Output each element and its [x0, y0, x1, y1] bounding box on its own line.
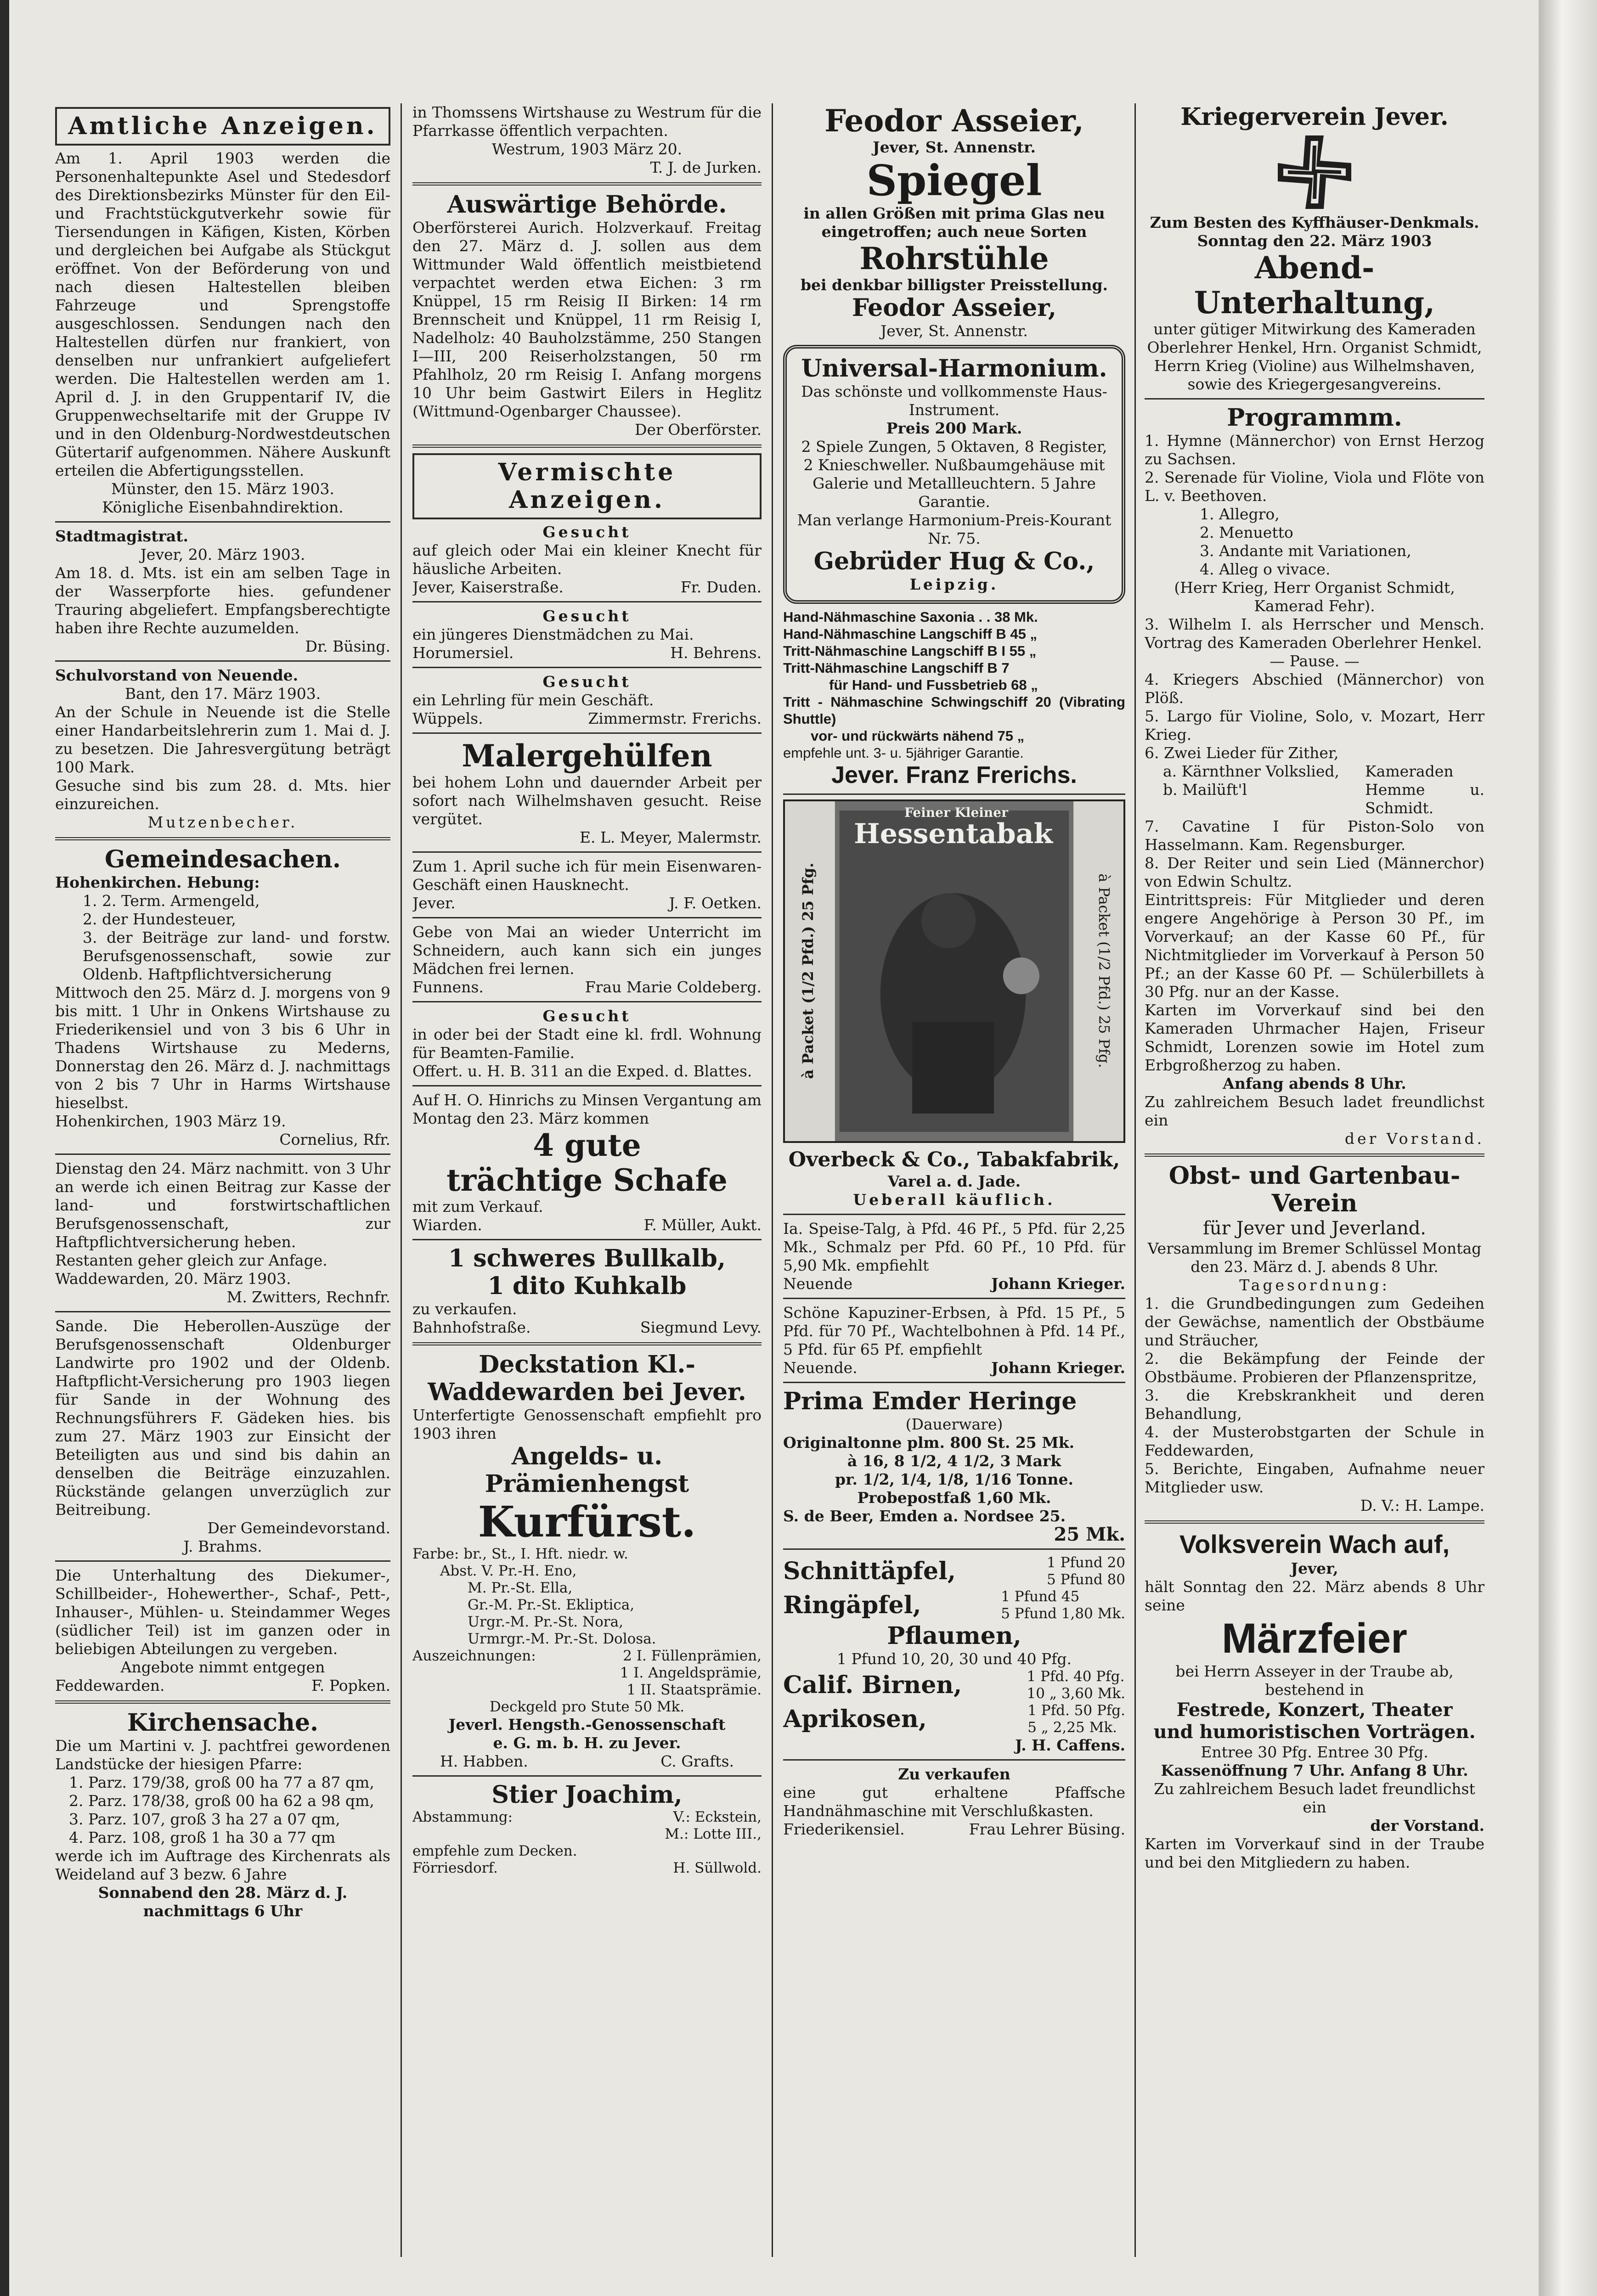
pedigree-line: Urmrgr.-M. Pr.-St. Dolosa.	[468, 1631, 656, 1647]
ad-text: unter gütiger Mitwirkung des Kameraden Oberlehrer Henkel, Hrn. Organist Schmidt, Herrn Krieg (Violine) aus Wilhelmshaven, sowie des Kriegergesangvereins.	[1147, 320, 1482, 393]
ad-signature: J. F. Oetken.	[669, 894, 762, 912]
ad-place: Horumersiel.	[412, 644, 514, 662]
notice-text: Am 18. d. Mts. ist ein am selben Tage in der Wasserpforte hies. gefundener Trauring abgeliefert. Empfangsberechtigte haben ihre Rechte auzumelden.	[55, 564, 390, 637]
ad-place: Neuende	[783, 1275, 853, 1293]
ad-signature: Johann Krieger.	[991, 1275, 1125, 1293]
notice-signature: J. Brahms.	[183, 1537, 262, 1555]
pedigree-line: Abst. V. Pr.-H. Eno,	[440, 1563, 577, 1579]
ad-price: Preis 200 Mark.	[886, 419, 1022, 437]
ad-signature: H. Behrens.	[670, 644, 762, 662]
ad-signature: D. V.: H. Lampe.	[1360, 1497, 1484, 1514]
ad-heading-abend: Abend-Unterhaltung,	[1194, 250, 1435, 321]
notice-text: Sande. Die Heberollen-Auszüge der Berufsgenossenschaft Oldenburger Landwirte pro 1902 und der Oldenb. Haftpflicht-Versicherung pro 1903 liegen für Sande in der Wohnung des Rechnungsführers F. Gädeken hies. bis zum 27. März 1903 zur Einsicht der Beteiligten aus und sind bis dahin an denselben die Beiträge einzuzahlen. Rückstände gelangen unverzüglich zur Beitreibung.	[55, 1317, 390, 1519]
price: 5 Pfund 80	[1047, 1571, 1125, 1588]
ad-text: Eintrittspreis: Für Mitglieder und deren engere Angehörige à Person 30 Pf., im Vorverkauf; an der Kasse 60 Pf., für Nichtmitglieder im Vorverkauf à Person 50 Pf.; an der Kasse 60 Pf. — Schülerbillets à 30 Pfg. nur an der Kasse.	[1145, 891, 1484, 1001]
ad-city: Jever,	[1291, 1559, 1338, 1577]
notice-heading: Stadtmagistrat.	[55, 527, 189, 545]
ad-subheading: Ueberall käuflich.	[853, 1191, 1055, 1209]
list-item: 2. der Hundesteuer,	[83, 910, 236, 928]
ad-heading: Gesucht	[542, 673, 632, 691]
price: 5 Pfund 1,80 Mk.	[1001, 1605, 1125, 1622]
price: 1 Pfund 20	[1047, 1554, 1125, 1571]
ad-place: Funnens.	[412, 978, 484, 996]
ad-heading-asseier: Feodor Asseier,	[824, 103, 1084, 139]
ad-text: ein jüngeres Dienstmädchen zu Mai.	[412, 625, 694, 643]
ad-heading-heringe: Prima Emder Heringe	[783, 1387, 1077, 1415]
agenda-item: 4. der Musterobstgarten der Schule in Feddewarden,	[1145, 1423, 1484, 1459]
column-2	[412, 103, 762, 1877]
notice-signature: Mutzenbecher.	[147, 813, 298, 831]
ad-text: Zu zahlreichem Besuch ladet freundlichst ein	[1154, 1780, 1475, 1816]
ad-subheading: Festrede, Konzert, Theater	[1176, 1699, 1453, 1721]
ad-place: Förriesdorf.	[412, 1860, 498, 1876]
event-time: Anfang abends 8 Uhr.	[1223, 1075, 1406, 1092]
ad-signature: J. H. Caffens.	[1015, 1736, 1125, 1754]
ad-signature: Johann Krieger.	[991, 1359, 1125, 1377]
ad-text: Schöne Kapuziner-Erbsen, à Pfd. 15 Pf., 5 Pfd. für 70 Pf., Wachtelbohnen à Pfd. 14 Pf., 5 Pfd. für 65 Pf. empfiehlt	[783, 1304, 1125, 1358]
program-heading: Programmm.	[1227, 404, 1402, 432]
ad-text: Zum 1. April suche ich für mein Eisenwaren-Geschäft einen Hausknecht.	[412, 857, 762, 894]
program-subitem: a. Kärnthner Volkslied,	[1163, 762, 1339, 780]
column-4	[1145, 103, 1484, 1872]
ad-place: Bahnhofstraße.	[412, 1318, 531, 1336]
ad-signature: der Vorstand.	[1344, 1130, 1484, 1148]
section-header-gemeinde: Gemeindesachen.	[104, 845, 341, 873]
notice-date: Sonnabend den 28. März d. J. nachmittags 6 Uhr	[98, 1884, 348, 1920]
notice-text: Angebote nimmt entgegen	[120, 1658, 325, 1676]
program-subitem: 1. Allegro,	[1200, 505, 1280, 523]
ad-text: Offert. u. H. B. 311 an die Exped. d. Blattes.	[412, 1062, 752, 1080]
notice-text: Mittwoch den 25. März d. J. morgens von 9 bis mitt. 1 Uhr in Onkens Wirtshause zu Friederikensiel und von 3 bis 6 Uhr in Thadens Wirtshause zu Mederns, Donnerstag den 26. März d. J. nachmittags von 2 bis 7 Uhr in Harms Wirtshause hieselbst.	[55, 984, 390, 1112]
program-item: 5. Largo für Violine, Solo, v. Mozart, Herr Krieg.	[1145, 707, 1484, 743]
ad-subheading: Jever, St. Annenstr.	[872, 138, 1036, 156]
ad-heading: Gesucht	[542, 1007, 632, 1025]
product-birnen: Calif. Birnen,	[783, 1671, 962, 1699]
price-row: Tritt-Nähmaschine Langschiff B I 55 „	[783, 643, 1037, 659]
ad-text: Zum Besten des Kyffhäuser-Denkmals.	[1150, 214, 1479, 231]
section-header-auswaertige: Auswärtige Behörde.	[447, 191, 727, 219]
product-schnittaepfel: Schnittäpfel,	[783, 1557, 956, 1585]
program-subitem: 3. Andante mit Variationen,	[1200, 542, 1411, 560]
ad-heading-maerzfeier: Märzfeier	[1222, 1615, 1407, 1662]
tobacco-top-label: Feiner Kleiner	[904, 805, 1008, 820]
column-rule	[772, 103, 773, 2257]
ad-place: Wüppels.	[412, 709, 483, 727]
program-item: 7. Cavatine I für Piston-Solo von Hasselmann. Kam. Regensburger.	[1145, 817, 1484, 854]
awards-label: Auszeichnungen:	[412, 1648, 536, 1664]
award-item: 1 II. Staatsprämie.	[626, 1682, 762, 1698]
price: 1 Pfund 45	[1001, 1588, 1080, 1605]
program-item: 1. Hymne (Männerchor) von Ernst Herzog zu Sachsen.	[1145, 432, 1484, 468]
notice-date: Münster, den 15. März 1903.	[111, 480, 335, 498]
notice-date: Bant, den 17. März 1903.	[124, 685, 321, 703]
ad-signature: Fr. Duden.	[680, 578, 762, 596]
ad-heading: Zu verkaufen	[898, 1765, 1010, 1783]
ad-text: in oder bei der Stadt eine kl. frdl. Wohnung für Beamten-Familie.	[412, 1025, 762, 1062]
price-row: à 16, 8 1/2, 4 1/2, 3 Mark	[847, 1452, 1061, 1470]
product-aprikosen: Aprikosen,	[783, 1705, 927, 1733]
ad-signature: Frau Lehrer Büsing.	[969, 1820, 1125, 1838]
award-item: 2 I. Füllenprämien,	[623, 1648, 762, 1664]
ad-heading: Gesucht	[542, 523, 632, 541]
ad-city: Varel a. d. Jade.	[887, 1172, 1021, 1190]
price-row: vor- und rückwärts nähend 75 „	[811, 728, 1025, 744]
ad-text: Versammlung im Bremer Schlüssel Montag den 23. März d. J. abends 8 Uhr.	[1147, 1239, 1482, 1276]
ad-text: Gebe von Mai an wieder Unterricht im Schneidern, auch kann sich ein junges Mädchen frei lernen.	[412, 923, 762, 978]
ad-firm: Jever. Franz Frerichs.	[831, 762, 1077, 788]
price-row: Tritt - Nähmaschine Schwingschiff 20 (Vibrating Shuttle)	[783, 694, 1125, 727]
ad-text: Karten im Vorverkauf sind bei den Kameraden Uhrmacher Hajen, Friseur Schmidt, Lorenzen sowie im Hotel zum Erbgroßherzog zu haben.	[1145, 1001, 1484, 1074]
ad-price: Entree 30 Pfg. Entree 30 Pfg.	[1201, 1743, 1428, 1761]
program-subitem: (Herr Krieg, Herr Organist Schmidt, Kamerad Fehr).	[1174, 579, 1455, 615]
notice-text: Die um Martini v. J. pachtfrei gewordenen Landstücke der hiesigen Pfarre:	[55, 1737, 390, 1773]
ad-heading-harmonium: Universal-Harmonium.	[801, 355, 1107, 383]
notice-heading: Schulvorstand von Neuende.	[55, 666, 299, 684]
ad-firm: S. de Beer, Emden a. Nordsee 25.	[783, 1507, 1066, 1525]
ad-city: Leipzig.	[909, 575, 999, 593]
ad-heading-asseier-2: Feodor Asseier,	[852, 294, 1056, 322]
pedigree-line: M.: Lotte III.,	[665, 1826, 762, 1842]
notice-text: Dienstag den 24. März nachmitt. von 3 Uhr an werde ich einen Beitrag zur Kasse der land- und forstwirtschaftlichen Berufsgenossenschaft, zur Haftpflichtversicherung heben.	[55, 1159, 390, 1251]
price-row: für Hand- und Fussbetrieb 68 „	[829, 677, 1038, 693]
ad-signature: F. Müller, Aukt.	[643, 1216, 762, 1234]
ad-heading-stier: Stier Joachim,	[491, 1781, 683, 1809]
price-row: Tritt-Nähmaschine Langschiff B 7	[783, 660, 1010, 676]
ad-signature: H. Süllwold.	[673, 1860, 762, 1876]
product-pflaumen: Pflaumen,	[887, 1622, 1021, 1650]
notice-signature: M. Zwitters, Rechnfr.	[226, 1288, 390, 1306]
tobacco-brand: Hessentabak	[854, 818, 1053, 850]
section-header-amtliche: Amtliche Anzeigen.	[55, 107, 390, 146]
ad-text: eine gut erhaltene Pfaffsche Handnähmaschine mit Verschlußkasten.	[783, 1784, 1125, 1820]
agenda-item: 1. die Grundbedingungen zum Gedeihen der Gewächse, namentlich der Obstbäume und Sträucher,	[1145, 1294, 1484, 1349]
ad-text: Unterfertigte Genossenschaft empfiehlt pro 1903 ihren	[412, 1406, 762, 1442]
ad-heading: Jeverl. Hengsth.-Genossenschaft	[448, 1716, 726, 1733]
ad-signature: Zimmermstr. Frerichs.	[588, 709, 762, 727]
program-item: 3. Wilhelm I. als Herrscher und Mensch. Vortrag des Kameraden Oberlehrer Henkel.	[1145, 615, 1484, 652]
column-3	[783, 103, 1125, 1839]
ad-text: Man verlange Harmonium-Preis-Kourant Nr. 75.	[797, 511, 1112, 547]
program-subitem: 2. Menuetto	[1200, 523, 1293, 541]
ad-text: bei denkbar billigster Preisstellung.	[800, 276, 1108, 294]
pedigree-label: Abstammung:	[412, 1809, 513, 1825]
list-item: 1. Parz. 179/38, groß 00 ha 77 a 87 qm,	[69, 1773, 374, 1791]
event-date: Sonntag den 22. März 1903	[1197, 232, 1432, 250]
ad-subheading: (Dauerware)	[905, 1415, 1003, 1433]
program-item: 6. Zwei Lieder für Zither,	[1145, 744, 1339, 762]
ad-text: Deckgeld pro Stute 50 Mk.	[489, 1699, 685, 1715]
award-item: 1 I. Angeldsprämie,	[620, 1665, 762, 1681]
column-rule	[401, 103, 402, 2257]
price-row: Probepostfaß 1,60 Mk.	[857, 1489, 1051, 1507]
ad-text: empfehle zum Decken.	[412, 1843, 577, 1859]
list-item: 3. der Beiträge zur land- und forstw. Berufsgenossenschaft, sowie zur Oldenb. Haftpflichtversicherung	[83, 929, 390, 983]
program-item: 2. Serenade für Violine, Viola und Flöte von L. v. Beethoven.	[1145, 468, 1484, 505]
price: 10 „ 3,60 Mk.	[1027, 1685, 1125, 1702]
notice-signature: F. Popken.	[311, 1677, 390, 1694]
ad-firm-overbeck: Overbeck & Co., Tabakfabrik,	[788, 1148, 1120, 1171]
price: 1 Pfund 10, 20, 30 und 40 Pfg.	[836, 1650, 1072, 1668]
ad-text: hält Sonntag den 22. März abends 8 Uhr seine	[1145, 1578, 1484, 1614]
ad-subheading: und humoristischen Vorträgen.	[1153, 1721, 1476, 1743]
notice-text: Am 1. April 1903 werden die Personenhaltepunkte Asel und Stedesdorf des Direktionsbezirks Münster für den Eil- und Frachtstückgutverkehr sowie für Tiersendungen in Käfigen, Kisten, Körben und dergleichen bei Aufgabe als Stückgut eröffnet. Von der Beförderung von und nach diesen Haltestellen bleiben Fahrzeuge und Sprengstoffe ausgeschlossen. Sendungen nach den Haltestellen dürfen nur frankiert, von denselben nur unfrankiert aufgeliefert werden. Die Haltestellen werden am 1. April d. J. in den Gruppentarif IV, die Gruppenwechseltarife mit der Gruppe IV und in den Oldenburg-Nordwestdeutschen Gütertarif aufgenommen. Nähere Auskunft erteilen die Abfertigungsstellen.	[55, 149, 390, 479]
ad-place: Wiarden.	[412, 1216, 482, 1234]
ad-text: in allen Größen mit prima Glas neu eingetroffen; auch neue Sorten	[803, 204, 1105, 241]
notice-signature: Der Gemeindevorstand.	[207, 1519, 390, 1537]
notice-date: Westrum, 1903 März 20.	[491, 140, 683, 158]
program-item: 4. Kriegers Abschied (Männerchor) von Plöß.	[1145, 670, 1484, 707]
ad-heading-maler: Malergehülfen	[462, 738, 712, 774]
notice-signature: Königliche Eisenbahndirektion.	[102, 498, 344, 516]
list-item: 2. Parz. 178/38, groß 00 ha 62 a 98 qm,	[69, 1792, 374, 1810]
notice-signature: Der Oberförster.	[635, 421, 762, 439]
ad-subheading: für Jever und Jeverland.	[1203, 1218, 1426, 1239]
ad-text: ein Lehrling für mein Geschäft.	[412, 691, 654, 709]
ad-heading-schafe: trächtige Schafe	[446, 1162, 728, 1198]
ad-heading-schafe-count: 4 gute	[533, 1127, 641, 1163]
section-header-vermischte: Vermischte Anzeigen.	[412, 453, 762, 519]
ad-text: Karten im Vorverkauf sind in der Traube und bei den Mitgliedern zu haben.	[1145, 1835, 1484, 1871]
pedigree-line: M. Pr.-St. Ella,	[468, 1580, 573, 1596]
notice-signature: Cornelius, Rfr.	[279, 1131, 390, 1148]
agenda-item: 2. die Bekämpfung der Feinde der Obstbäume. Probieren der Pflanzenspritze,	[1145, 1350, 1484, 1386]
ad-firm: Gebrüder Hug & Co.,	[813, 547, 1095, 575]
notice-place: Feddewarden.	[55, 1677, 165, 1694]
product-ringaepfel: Ringäpfel,	[783, 1591, 921, 1619]
ad-text: Zu zahlreichem Besuch ladet freundlichst ein	[1145, 1093, 1484, 1129]
price-row: Originaltonne plm. 800 St. 25 Mk.	[783, 1434, 1075, 1452]
ad-text: Das schönste und vollkommenste Haus-Instrument.	[801, 383, 1107, 419]
ad-signature: der Vorstand.	[1370, 1817, 1484, 1835]
agenda-item: 3. die Krebskrankheit und deren Behandlung,	[1145, 1386, 1484, 1423]
harmonium-ad-box	[783, 345, 1125, 604]
ad-place: Neuende.	[783, 1359, 858, 1377]
notice-text: Gesuche sind bis zum 28. d. Mts. hier einzureichen.	[55, 777, 390, 813]
price-row: Hand-Nähmaschine Saxonia . . 38 Mk.	[783, 609, 1038, 625]
ad-heading-kurfuerst: Kurfürst.	[478, 1497, 696, 1547]
ad-signature: H. Habben.	[440, 1752, 528, 1770]
ad-heading-obstverein: Obst- und Gartenbau-Verein	[1168, 1162, 1461, 1217]
notice-heading: Hohenkirchen. Hebung:	[55, 873, 260, 891]
ad-heading-deckstation: Deckstation Kl.-Waddewarden bei Jever.	[428, 1351, 746, 1406]
ad-heading: e. G. m. b. H. zu Jever.	[493, 1734, 681, 1752]
ad-signature: C. Grafts.	[660, 1752, 734, 1770]
agenda-heading: Tagesordnung:	[1239, 1276, 1390, 1294]
ad-heading-spiegel: Spiegel	[866, 156, 1042, 205]
price: 5 „ 2,25 Mk.	[1027, 1719, 1117, 1736]
ad-place: Friederikensiel.	[783, 1820, 905, 1838]
notice-signature: T. J. de Jurken.	[650, 158, 762, 176]
notice-text: Restanten geher gleich zur Anfage.	[55, 1251, 327, 1269]
program-subitem: 4. Alleg o vivace.	[1200, 560, 1331, 578]
newspaper-page	[9, 0, 1539, 2296]
ad-heading-kuhkalb: 1 dito Kuhkalb	[487, 1272, 687, 1300]
tobacco-price-left: à Packet (1/2 Pfd.) 25 Pfg.	[799, 862, 817, 1079]
notice-text: Die Unterhaltung des Diekumer-, Schillbeider-, Hohewerther-, Schaf-, Pett-, Inhauser-, Mühlen- u. Steindammer Weges (südlicher Teil) ist im ganzen oder in beliebigen Abteilungen zu vergeben.	[55, 1566, 390, 1658]
ad-text: bei hohem Lohn und dauernder Arbeit per sofort nach Wilhelmshaven gesucht. Reise vergütet.	[412, 773, 762, 828]
pedigree-line: V.: Eckstein,	[673, 1809, 762, 1825]
ad-heading-volksverein: Volksverein Wach auf,	[1179, 1530, 1450, 1559]
notice-date: Jever, 20. März 1903.	[140, 546, 305, 563]
price: 1 Pfd. 40 Pfg.	[1027, 1668, 1125, 1685]
program-subitem: b. Mailüft'l	[1163, 781, 1247, 799]
price-row: Hand-Nähmaschine Langschiff B 45 „	[783, 626, 1037, 642]
tobacco-engraving	[785, 801, 1123, 1141]
ad-heading-kriegerverein: Kriegerverein Jever.	[1180, 103, 1449, 131]
pedigree-line: Urgr.-M. Pr.-St. Nora,	[468, 1614, 623, 1630]
ad-text: auf gleich oder Mai ein kleiner Knecht für häusliche Arbeiten.	[412, 541, 762, 578]
notice-text: werde ich im Auftrage des Kirchenrats als Weideland auf 3 bezw. 6 Jahre	[55, 1847, 390, 1883]
ad-text: bei Herrn Asseyer in der Traube ab, bestehend in	[1175, 1662, 1454, 1699]
event-time: Kassenöffnung 7 Uhr. Anfang 8 Uhr.	[1161, 1761, 1468, 1779]
list-item: 1. 2. Term. Armengeld,	[83, 892, 260, 910]
pedigree-line: Gr.-M. Pr.-St. Ekliptica,	[468, 1597, 635, 1613]
notice-signature: Dr. Büsing.	[305, 637, 390, 655]
ad-heading-hengst: Angelds- u. Prämienhengst	[485, 1442, 689, 1498]
pedigree-line: Farbe: br., St., I. Hft. niedr. w.	[412, 1546, 628, 1562]
agenda-item: 5. Berichte, Eingaben, Aufnahme neuer Mitglieder usw.	[1145, 1460, 1484, 1496]
ad-text: zu verkaufen.	[412, 1300, 517, 1318]
ad-text: Ia. Speise-Talg, à Pfd. 46 Pf., 5 Pfd. für 2,25 Mk., Schmalz per Pfd. 60 Pf., 10 Pfd. für 5,90 Mk. empfiehlt	[783, 1220, 1125, 1274]
price-row: pr. 1/2, 1/4, 1/8, 1/16 Tonne.	[835, 1470, 1073, 1488]
tobacco-price-right: à Packet (1/2 Pfd.) 25 Pfg.	[1095, 873, 1113, 1068]
ad-text: mit zum Verkauf.	[412, 1198, 543, 1216]
notice-text: in Thomssens Wirtshause zu Westrum für die Pfarrkasse öffentlich verpachten.	[412, 103, 762, 140]
ad-price: 25 Mk.	[1054, 1524, 1125, 1545]
ad-heading: Gesucht	[542, 607, 632, 625]
ad-signature: Siegmund Levy.	[640, 1318, 762, 1336]
program-item: 8. Der Reiter und sein Lied (Männerchor) von Edwin Schultz.	[1145, 854, 1484, 890]
ad-place: Jever.	[412, 894, 456, 912]
ad-text: empfehle unt. 3- u. 5jähriger Garantie.	[783, 745, 1024, 761]
column-1	[55, 103, 390, 1920]
notice-text: An der Schule in Neuende ist die Stelle einer Handarbeitslehrerin zum 1. Mai d. J. zu besetzen. Die Jahresvergütung beträgt 100 Mark.	[55, 703, 390, 776]
column-rule	[1134, 103, 1136, 2257]
notice-date: Waddewarden, 20. März 1903.	[55, 1270, 291, 1288]
program-performers: Kameraden Hemme u. Schmidt.	[1365, 762, 1484, 817]
list-item: 3. Parz. 107, groß 3 ha 27 a 07 qm,	[69, 1810, 340, 1828]
notice-date: Hohenkirchen, 1903 März 19.	[55, 1112, 286, 1130]
book-spine	[1539, 0, 1597, 2296]
ad-signature: Frau Marie Coldeberg.	[585, 978, 762, 996]
tobacco-illustration	[783, 799, 1125, 1143]
ad-text: Auf H. O. Hinrichs zu Minsen Vergantung am Montag den 23. März kommen	[412, 1091, 762, 1127]
section-header-kirchensache: Kirchensache.	[127, 1709, 319, 1737]
iron-cross-icon	[1278, 135, 1351, 209]
ad-text: 2 Spiele Zungen, 5 Oktaven, 8 Register, 2 Knieschweller. Nußbaumgehäuse mit Galerie und Metallleuchtern. 5 Jahre Garantie.	[801, 438, 1107, 511]
ad-heading-bullkalb: 1 schweres Bullkalb,	[448, 1244, 726, 1272]
list-item: 4. Parz. 108, groß 1 ha 30 a 77 qm	[69, 1829, 336, 1846]
ad-place: Jever, Kaiserstraße.	[412, 578, 564, 596]
ad-heading-rohrstuehle: Rohrstühle	[859, 241, 1049, 276]
price: 1 Pfd. 50 Pfg.	[1027, 1702, 1125, 1719]
notice-text: Oberförsterei Aurich. Holzverkauf. Freitag den 27. März d. J. sollen aus dem Wittmunder Wald öffentlich meistbietend verpachtet werden etwa Eichen: 3 rm Knüppel, 15 rm Reisig II Birken: 14 rm Brennscheit und Knüppel, 11 rm Reisig I, Nadelholz: 40 Bauholzstämme, 250 Stangen I—III, 200 Reiserholzstangen, 50 rm Pfahlholz, 20 rm Reisig I. Anfang morgens 10 Uhr beim Gastwirt Eilers in Heglitz (Wittmund-Ogenbarger Chaussee).	[412, 219, 762, 420]
program-pause: — Pause. —	[1270, 652, 1360, 670]
ad-signature: E. L. Meyer, Malermstr.	[579, 828, 762, 846]
ad-subheading: Jever, St. Annenstr.	[880, 322, 1028, 340]
